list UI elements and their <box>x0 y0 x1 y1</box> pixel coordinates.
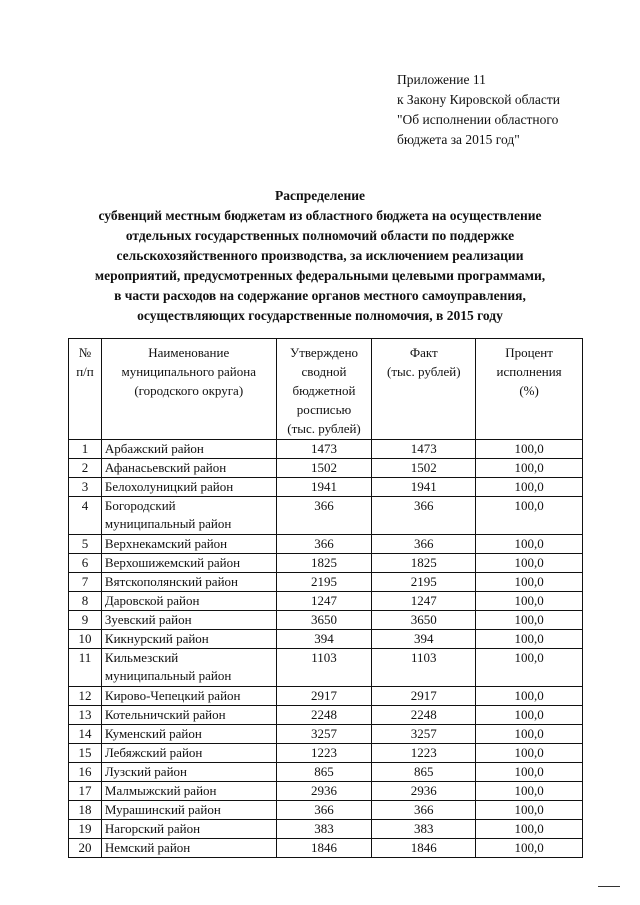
execution-percent: 100,0 <box>476 744 583 763</box>
title-line: осуществляющих государственные полномочия, в 2015 году <box>137 308 503 323</box>
actual-amount: 366 <box>372 535 476 554</box>
planned-amount: 2917 <box>276 687 372 706</box>
subvention-table <box>68 338 583 858</box>
header-plan: Утверждено сводной бюджетной росписью (тыс. рублей) <box>276 339 372 440</box>
execution-percent: 100,0 <box>476 630 583 649</box>
execution-percent: 100,0 <box>476 440 583 459</box>
document-title <box>40 186 600 326</box>
execution-percent: 100,0 <box>476 649 583 687</box>
row-number: 18 <box>69 801 102 820</box>
table-row <box>69 649 583 687</box>
header-name: Наименование муниципального района (городского округа) <box>101 339 276 440</box>
planned-amount: 1825 <box>276 554 372 573</box>
table-body <box>69 440 583 858</box>
actual-amount: 366 <box>372 497 476 535</box>
row-number: 12 <box>69 687 102 706</box>
execution-percent: 100,0 <box>476 459 583 478</box>
appendix-line: "Об исполнении областного <box>397 112 559 127</box>
execution-percent: 100,0 <box>476 687 583 706</box>
district-name: Лузский район <box>101 763 276 782</box>
appendix-block <box>397 70 560 150</box>
planned-amount: 1103 <box>276 649 372 687</box>
execution-percent: 100,0 <box>476 478 583 497</box>
actual-amount: 2917 <box>372 687 476 706</box>
planned-amount: 2195 <box>276 573 372 592</box>
table-row <box>69 573 583 592</box>
table-row <box>69 554 583 573</box>
district-name: Верхнекамский район <box>101 535 276 554</box>
row-number: 9 <box>69 611 102 630</box>
district-name: Верхошижемский район <box>101 554 276 573</box>
row-number: 10 <box>69 630 102 649</box>
execution-percent: 100,0 <box>476 554 583 573</box>
planned-amount: 383 <box>276 820 372 839</box>
row-number: 15 <box>69 744 102 763</box>
row-number: 3 <box>69 478 102 497</box>
table-row <box>69 478 583 497</box>
district-name: Даровской район <box>101 592 276 611</box>
district-name: Нагорский район <box>101 820 276 839</box>
actual-amount: 1223 <box>372 744 476 763</box>
table-row <box>69 801 583 820</box>
row-number: 7 <box>69 573 102 592</box>
row-number: 16 <box>69 763 102 782</box>
actual-amount: 865 <box>372 763 476 782</box>
actual-amount: 1247 <box>372 592 476 611</box>
page-corner-mark <box>598 886 620 887</box>
table-row <box>69 744 583 763</box>
row-number: 17 <box>69 782 102 801</box>
actual-amount: 1473 <box>372 440 476 459</box>
row-number: 2 <box>69 459 102 478</box>
execution-percent: 100,0 <box>476 820 583 839</box>
district-name: Белохолуницкий район <box>101 478 276 497</box>
actual-amount: 1103 <box>372 649 476 687</box>
actual-amount: 383 <box>372 820 476 839</box>
header-fact: Факт (тыс. рублей) <box>372 339 476 440</box>
planned-amount: 1247 <box>276 592 372 611</box>
title-line: субвенций местным бюджетам из областного бюджета на осуществление <box>98 208 542 223</box>
row-number: 1 <box>69 440 102 459</box>
district-name: Богородский муниципальный район <box>101 497 276 535</box>
actual-amount: 3650 <box>372 611 476 630</box>
header-percent: Процент исполнения (%) <box>476 339 583 440</box>
execution-percent: 100,0 <box>476 763 583 782</box>
actual-amount: 1502 <box>372 459 476 478</box>
execution-percent: 100,0 <box>476 706 583 725</box>
execution-percent: 100,0 <box>476 725 583 744</box>
title-line: отдельных государственных полномочий области по поддержке <box>125 228 515 243</box>
table-row <box>69 630 583 649</box>
row-number: 13 <box>69 706 102 725</box>
table-row <box>69 687 583 706</box>
planned-amount: 366 <box>276 497 372 535</box>
title-line: в части расходов на содержание органов местного самоуправления, <box>114 288 526 303</box>
actual-amount: 1825 <box>372 554 476 573</box>
table-row <box>69 592 583 611</box>
district-name: Малмыжский район <box>101 782 276 801</box>
table-header-row <box>69 339 583 440</box>
execution-percent: 100,0 <box>476 573 583 592</box>
table-row <box>69 611 583 630</box>
appendix-line: бюджета за 2015 год" <box>397 132 520 147</box>
execution-percent: 100,0 <box>476 782 583 801</box>
district-name: Мурашинский район <box>101 801 276 820</box>
district-name: Зуевский район <box>101 611 276 630</box>
planned-amount: 2248 <box>276 706 372 725</box>
actual-amount: 3257 <box>372 725 476 744</box>
execution-percent: 100,0 <box>476 611 583 630</box>
execution-percent: 100,0 <box>476 497 583 535</box>
planned-amount: 366 <box>276 535 372 554</box>
row-number: 8 <box>69 592 102 611</box>
title-line: Распределение <box>274 188 366 203</box>
planned-amount: 394 <box>276 630 372 649</box>
district-name: Куменский район <box>101 725 276 744</box>
actual-amount: 2248 <box>372 706 476 725</box>
district-name: Лебяжский район <box>101 744 276 763</box>
row-number: 19 <box>69 820 102 839</box>
district-name: Арбажский район <box>101 440 276 459</box>
table-row <box>69 839 583 858</box>
table-row <box>69 725 583 744</box>
actual-amount: 394 <box>372 630 476 649</box>
execution-percent: 100,0 <box>476 592 583 611</box>
execution-percent: 100,0 <box>476 839 583 858</box>
planned-amount: 1473 <box>276 440 372 459</box>
table-row <box>69 763 583 782</box>
actual-amount: 2936 <box>372 782 476 801</box>
planned-amount: 1846 <box>276 839 372 858</box>
actual-amount: 1846 <box>372 839 476 858</box>
district-name: Кирово-Чепецкий район <box>101 687 276 706</box>
actual-amount: 2195 <box>372 573 476 592</box>
district-name: Кикнурский район <box>101 630 276 649</box>
title-line: сельскохозяйственного производства, за исключением реализации <box>116 248 524 263</box>
district-name: Немский район <box>101 839 276 858</box>
table-row <box>69 497 583 535</box>
row-number: 14 <box>69 725 102 744</box>
planned-amount: 865 <box>276 763 372 782</box>
actual-amount: 366 <box>372 801 476 820</box>
district-name: Кильмезский муниципальный район <box>101 649 276 687</box>
planned-amount: 3650 <box>276 611 372 630</box>
table-row <box>69 820 583 839</box>
header-num: № п/п <box>69 339 102 440</box>
appendix-line: Приложение 11 <box>397 72 486 87</box>
district-name: Афанасьевский район <box>101 459 276 478</box>
planned-amount: 366 <box>276 801 372 820</box>
execution-percent: 100,0 <box>476 535 583 554</box>
row-number: 20 <box>69 839 102 858</box>
execution-percent: 100,0 <box>476 801 583 820</box>
table-row <box>69 782 583 801</box>
table-row <box>69 459 583 478</box>
row-number: 6 <box>69 554 102 573</box>
planned-amount: 2936 <box>276 782 372 801</box>
district-name: Вятскополянский район <box>101 573 276 592</box>
title-line: мероприятий, предусмотренных федеральными целевыми программами, <box>94 268 546 283</box>
planned-amount: 1502 <box>276 459 372 478</box>
district-name: Котельничский район <box>101 706 276 725</box>
row-number: 11 <box>69 649 102 687</box>
table-row <box>69 535 583 554</box>
row-number: 4 <box>69 497 102 535</box>
table-row <box>69 440 583 459</box>
appendix-line: к Закону Кировской области <box>397 92 561 107</box>
planned-amount: 1941 <box>276 478 372 497</box>
actual-amount: 1941 <box>372 478 476 497</box>
planned-amount: 3257 <box>276 725 372 744</box>
planned-amount: 1223 <box>276 744 372 763</box>
table-row <box>69 706 583 725</box>
row-number: 5 <box>69 535 102 554</box>
